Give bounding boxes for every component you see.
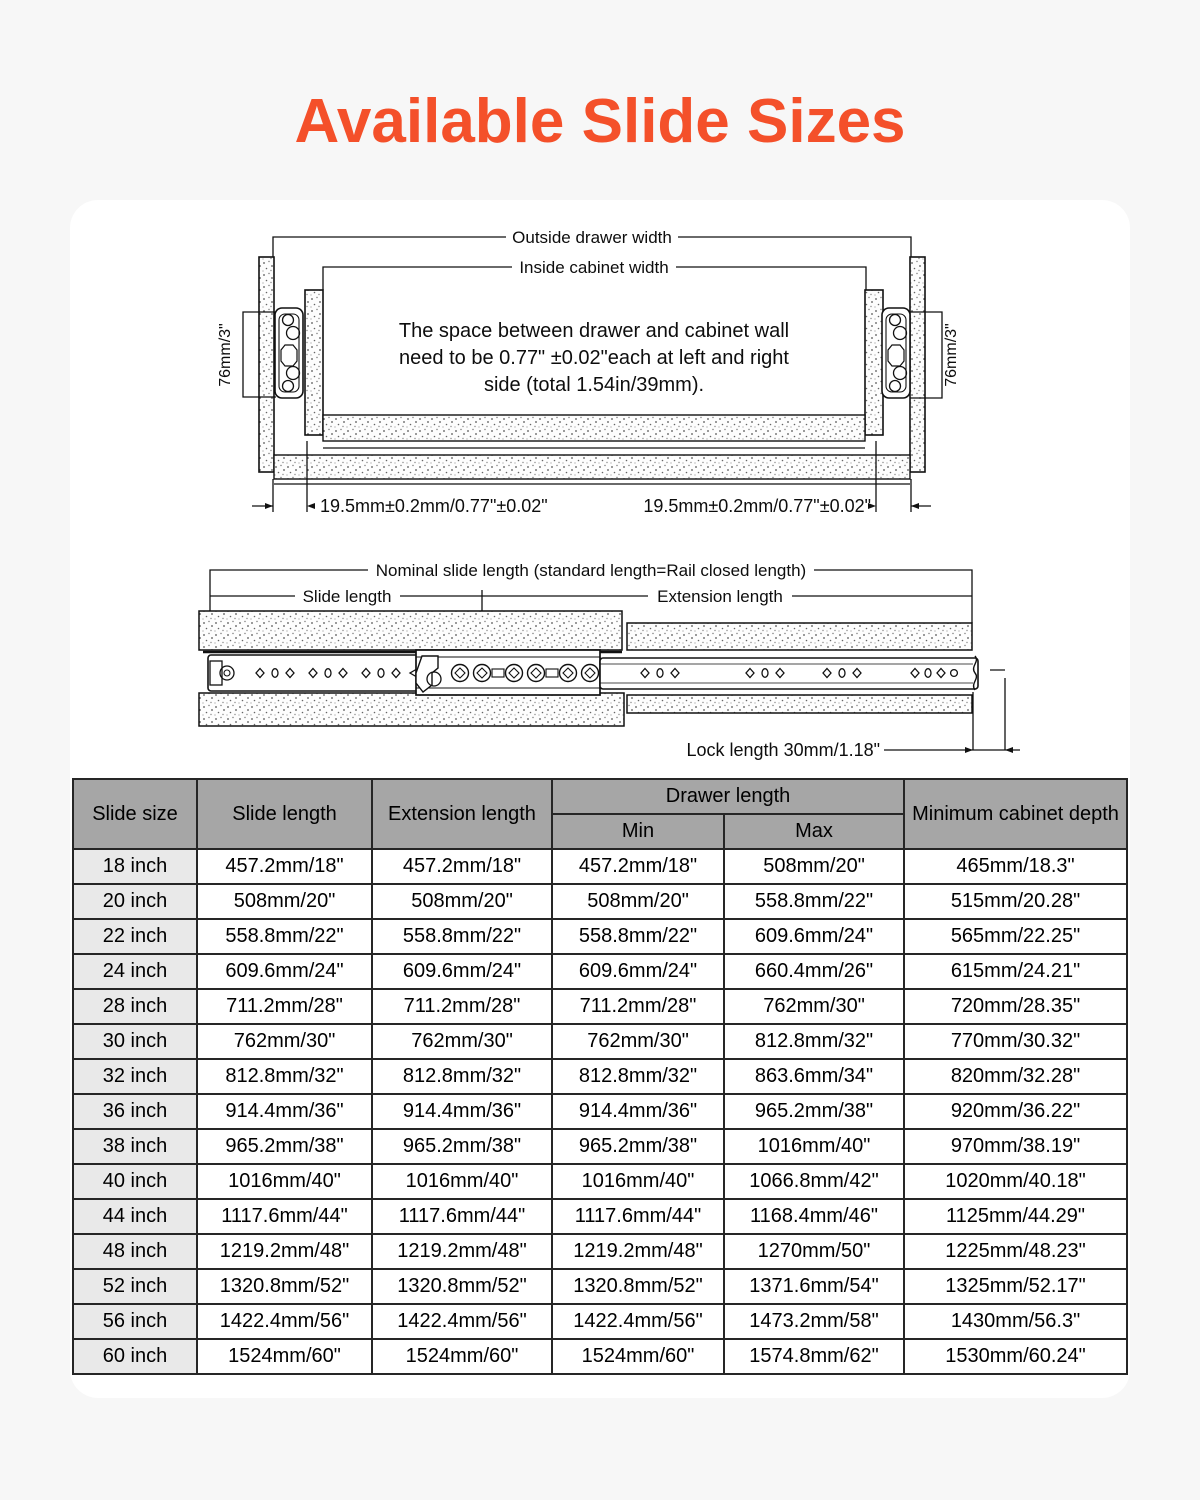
- drawer-bottom-block: [627, 695, 972, 713]
- value-cell: 965.2mm/38": [552, 1129, 724, 1164]
- value-cell: 1225mm/48.23": [904, 1234, 1127, 1269]
- value-cell: 970mm/38.19": [904, 1129, 1127, 1164]
- value-cell: 558.8mm/22": [197, 919, 372, 954]
- value-cell: 1524mm/60": [197, 1339, 372, 1374]
- table-row: [73, 954, 1127, 989]
- value-cell: 965.2mm/38": [197, 1129, 372, 1164]
- value-cell: 920mm/36.22": [904, 1094, 1127, 1129]
- value-cell: 508mm/20": [724, 849, 904, 884]
- clearance-note-line2: need to be 0.77" ±0.02"each at left and right: [399, 347, 789, 369]
- value-cell: 1430mm/56.3": [904, 1304, 1127, 1339]
- right-slide-cross-section: [882, 308, 910, 398]
- table-row: [73, 1164, 1127, 1199]
- value-cell: 812.8mm/32": [552, 1059, 724, 1094]
- size-table-body: [73, 849, 1127, 1374]
- slide-size-cell: 60 inch: [73, 1339, 197, 1374]
- slide-size-cell: 40 inch: [73, 1164, 197, 1199]
- slide-size-cell: 44 inch: [73, 1199, 197, 1234]
- table-row: [73, 1234, 1127, 1269]
- header-slide-length: Slide length: [197, 779, 372, 849]
- clearance-note-line3: side (total 1.54in/39mm).: [483, 374, 705, 396]
- slide-height-label-left: 76mm/3": [217, 323, 234, 387]
- value-cell: 812.8mm/32": [724, 1024, 904, 1059]
- inside-cabinet-width-label: Inside cabinet width: [519, 258, 669, 277]
- table-row: [73, 1199, 1127, 1234]
- value-cell: 762mm/30": [197, 1024, 372, 1059]
- lock-length-label: Lock length 30mm/1.18": [686, 740, 880, 760]
- header-min-cabinet-depth: Minimum cabinet depth: [904, 779, 1127, 849]
- value-cell: 711.2mm/28": [372, 989, 552, 1024]
- value-cell: 812.8mm/32": [372, 1059, 552, 1094]
- right-inner-panel: [865, 290, 883, 435]
- slide-size-cell: 32 inch: [73, 1059, 197, 1094]
- left-outer-panel: [259, 257, 274, 472]
- value-cell: 1117.6mm/44": [197, 1199, 372, 1234]
- value-cell: 1320.8mm/52": [372, 1269, 552, 1304]
- value-cell: 508mm/20": [372, 884, 552, 919]
- slide-size-cell: 36 inch: [73, 1094, 197, 1129]
- table-row: [73, 849, 1127, 884]
- slide-height-label-right: 76mm/3": [943, 323, 960, 387]
- value-cell: 457.2mm/18": [372, 849, 552, 884]
- slide-size-cell: 20 inch: [73, 884, 197, 919]
- value-cell: 1320.8mm/52": [552, 1269, 724, 1304]
- length-side-view-diagram: [199, 561, 1020, 760]
- slide-size-cell: 30 inch: [73, 1024, 197, 1059]
- value-cell: 820mm/32.28": [904, 1059, 1127, 1094]
- value-cell: 515mm/20.28": [904, 884, 1127, 919]
- value-cell: 1422.4mm/56": [552, 1304, 724, 1339]
- value-cell: 770mm/30.32": [904, 1024, 1127, 1059]
- value-cell: 1473.2mm/58": [724, 1304, 904, 1339]
- value-cell: 762mm/30": [372, 1024, 552, 1059]
- value-cell: 1168.4mm/46": [724, 1199, 904, 1234]
- value-cell: 558.8mm/22": [372, 919, 552, 954]
- extension-length-label: Extension length: [657, 587, 783, 606]
- value-cell: 812.8mm/32": [197, 1059, 372, 1094]
- value-cell: 1016mm/40": [552, 1164, 724, 1199]
- value-cell: 508mm/20": [197, 884, 372, 919]
- value-cell: 558.8mm/22": [724, 884, 904, 919]
- slide-size-cell: 28 inch: [73, 989, 197, 1024]
- slide-sizes-table: [72, 778, 1128, 1375]
- slide-dimension-diagrams: [70, 200, 1130, 778]
- table-row: [73, 1094, 1127, 1129]
- value-cell: 1016mm/40": [372, 1164, 552, 1199]
- inner-bottom-board: [323, 415, 865, 441]
- cabinet-top-block: [199, 611, 622, 650]
- slide-size-cell: 18 inch: [73, 849, 197, 884]
- left-inner-panel: [305, 290, 323, 435]
- value-cell: 1422.4mm/56": [197, 1304, 372, 1339]
- value-cell: 615mm/24.21": [904, 954, 1127, 989]
- slide-size-cell: 38 inch: [73, 1129, 197, 1164]
- table-row: [73, 919, 1127, 954]
- header-drawer-min: Min: [552, 814, 724, 849]
- value-cell: 660.4mm/26": [724, 954, 904, 989]
- clearance-dim-left: 19.5mm±0.2mm/0.77"±0.02": [320, 496, 548, 516]
- value-cell: 457.2mm/18": [197, 849, 372, 884]
- value-cell: 609.6mm/24": [552, 954, 724, 989]
- value-cell: 1530mm/60.24": [904, 1339, 1127, 1374]
- value-cell: 609.6mm/24": [197, 954, 372, 989]
- clearance-dim-right: 19.5mm±0.2mm/0.77"±0.02": [643, 496, 871, 516]
- value-cell: 1016mm/40": [197, 1164, 372, 1199]
- value-cell: 1270mm/50": [724, 1234, 904, 1269]
- table-row: [73, 1269, 1127, 1304]
- value-cell: 1325mm/52.17": [904, 1269, 1127, 1304]
- table-row: [73, 1339, 1127, 1374]
- slide-size-cell: 24 inch: [73, 954, 197, 989]
- value-cell: 863.6mm/34": [724, 1059, 904, 1094]
- page-title: Available Slide Sizes: [294, 87, 906, 156]
- value-cell: 558.8mm/22": [552, 919, 724, 954]
- value-cell: 1524mm/60": [552, 1339, 724, 1374]
- value-cell: 465mm/18.3": [904, 849, 1127, 884]
- slide-length-label: Slide length: [302, 587, 392, 606]
- table-header: [73, 779, 1127, 849]
- header-extension-length: Extension length: [372, 779, 552, 849]
- value-cell: 1219.2mm/48": [197, 1234, 372, 1269]
- value-cell: 1125mm/44.29": [904, 1199, 1127, 1234]
- clearance-note-line1: The space between drawer and cabinet wall: [398, 320, 790, 342]
- value-cell: 711.2mm/28": [552, 989, 724, 1024]
- value-cell: 565mm/22.25": [904, 919, 1127, 954]
- outside-drawer-width-label: Outside drawer width: [512, 228, 672, 247]
- table-row: [73, 1304, 1127, 1339]
- value-cell: 1524mm/60": [372, 1339, 552, 1374]
- outer-bottom-board: [274, 455, 910, 479]
- slide-size-cell: 48 inch: [73, 1234, 197, 1269]
- nominal-length-label: Nominal slide length (standard length=Rail closed length): [375, 561, 807, 580]
- table-row: [73, 1059, 1127, 1094]
- value-cell: 1117.6mm/44": [552, 1199, 724, 1234]
- value-cell: 914.4mm/36": [372, 1094, 552, 1129]
- value-cell: 1219.2mm/48": [552, 1234, 724, 1269]
- value-cell: 1219.2mm/48": [372, 1234, 552, 1269]
- value-cell: 762mm/30": [552, 1024, 724, 1059]
- header-slide-size: Slide size: [73, 779, 197, 849]
- value-cell: 1422.4mm/56": [372, 1304, 552, 1339]
- slide-size-cell: 52 inch: [73, 1269, 197, 1304]
- value-cell: 457.2mm/18": [552, 849, 724, 884]
- slide-size-cell: 22 inch: [73, 919, 197, 954]
- slide-size-cell: 56 inch: [73, 1304, 197, 1339]
- value-cell: 1066.8mm/42": [724, 1164, 904, 1199]
- value-cell: 711.2mm/28": [197, 989, 372, 1024]
- value-cell: 914.4mm/36": [197, 1094, 372, 1129]
- value-cell: 1117.6mm/44": [372, 1199, 552, 1234]
- value-cell: 1371.6mm/54": [724, 1269, 904, 1304]
- value-cell: 1320.8mm/52": [197, 1269, 372, 1304]
- left-slide-cross-section: [275, 308, 303, 398]
- table-row: [73, 884, 1127, 919]
- value-cell: 762mm/30": [724, 989, 904, 1024]
- value-cell: 1574.8mm/62": [724, 1339, 904, 1374]
- value-cell: 965.2mm/38": [372, 1129, 552, 1164]
- value-cell: 914.4mm/36": [552, 1094, 724, 1129]
- content-card: [70, 200, 1130, 1398]
- width-cross-section-diagram: [217, 228, 960, 516]
- header-drawer-max: Max: [724, 814, 904, 849]
- drawer-top-block: [627, 623, 972, 650]
- value-cell: 965.2mm/38": [724, 1094, 904, 1129]
- value-cell: 609.6mm/24": [372, 954, 552, 989]
- header-drawer-length: Drawer length: [552, 779, 904, 814]
- table-row: [73, 1129, 1127, 1164]
- value-cell: 508mm/20": [552, 884, 724, 919]
- table-row: [73, 989, 1127, 1024]
- value-cell: 1016mm/40": [724, 1129, 904, 1164]
- value-cell: 609.6mm/24": [724, 919, 904, 954]
- table-row: [73, 1024, 1127, 1059]
- cabinet-bottom-block: [199, 693, 624, 726]
- right-outer-panel: [910, 257, 925, 472]
- value-cell: 720mm/28.35": [904, 989, 1127, 1024]
- value-cell: 1020mm/40.18": [904, 1164, 1127, 1199]
